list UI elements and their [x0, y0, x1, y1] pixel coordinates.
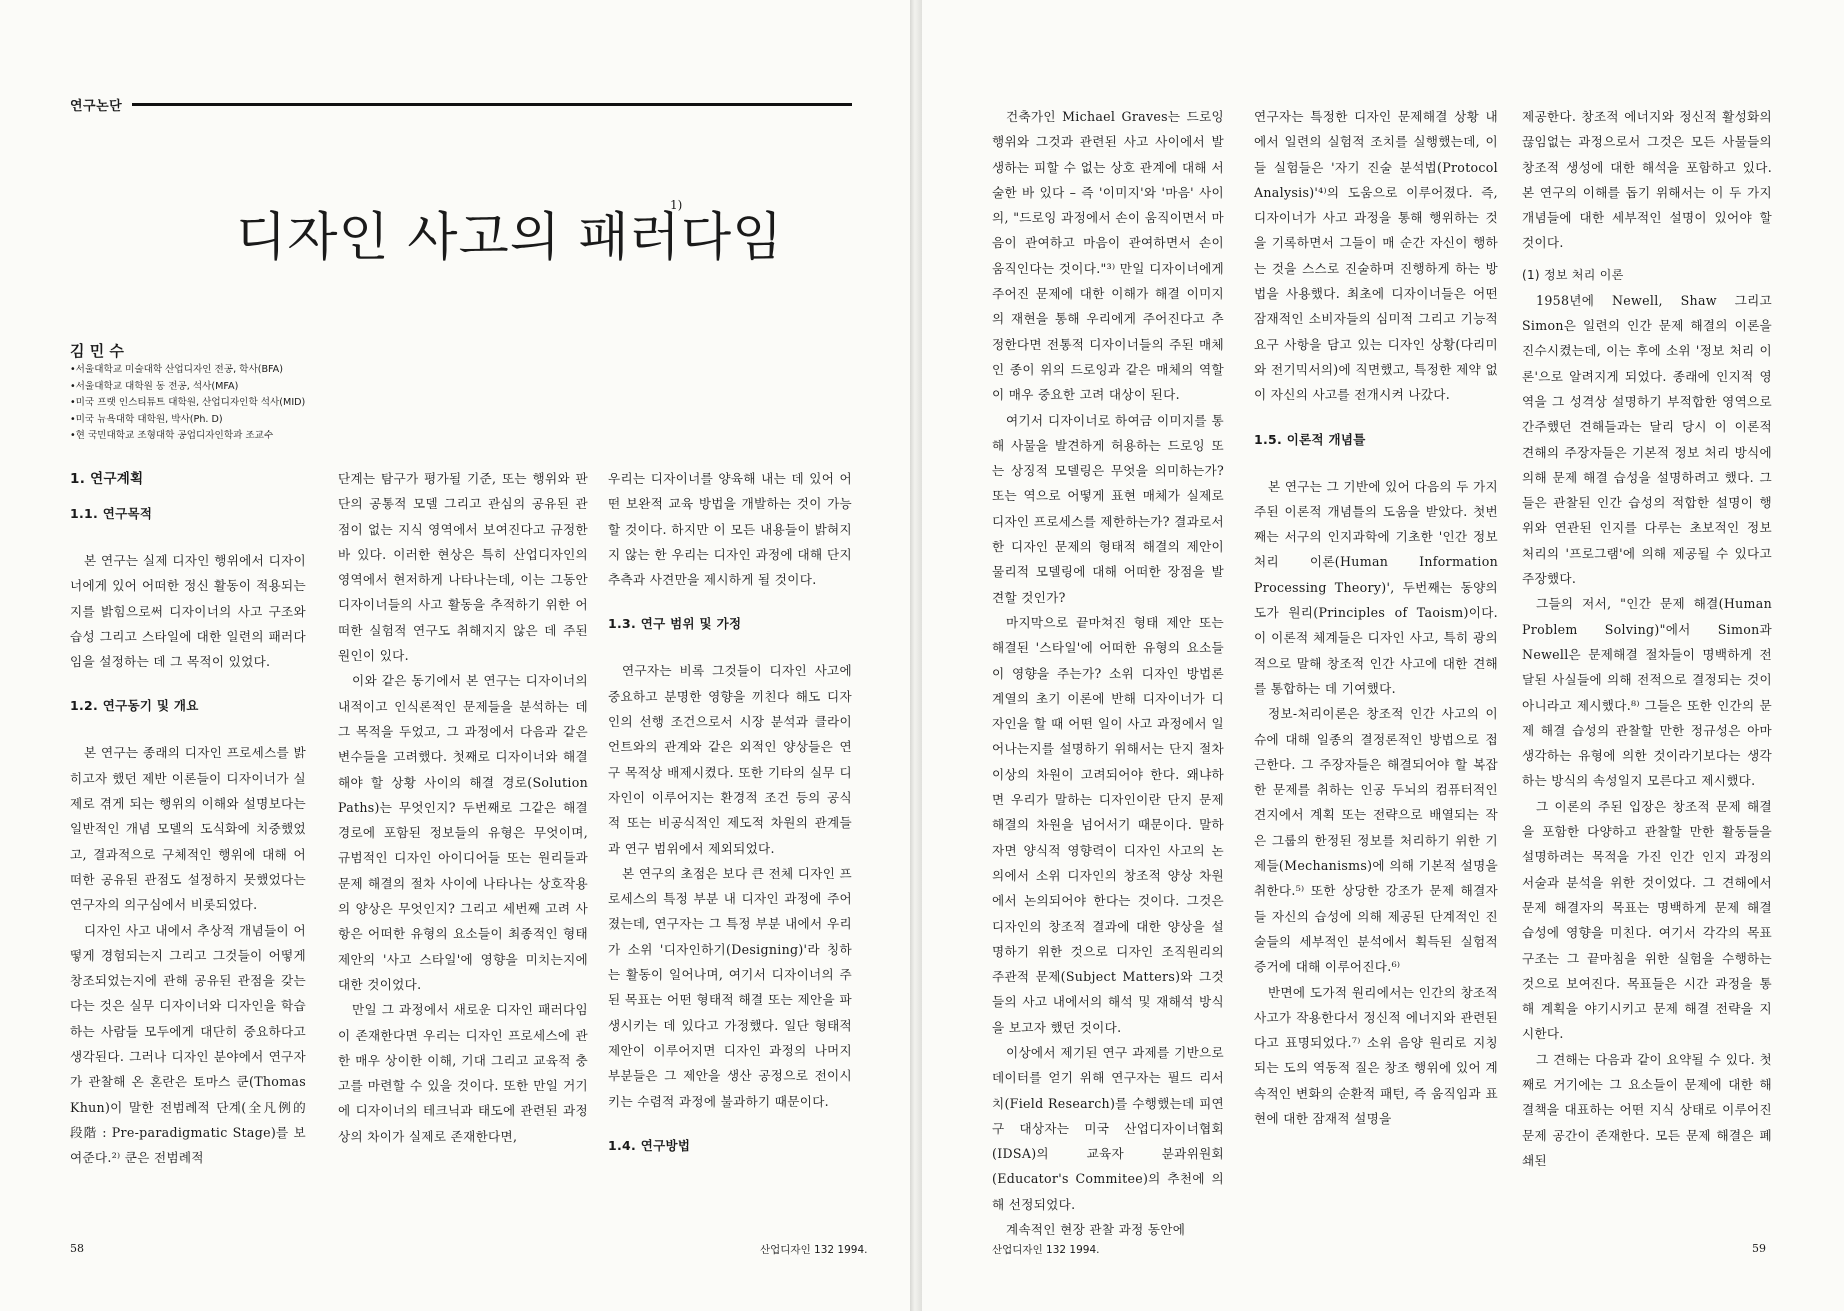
credential-item: •미국 뉴욕대학 대학원, 박사(Ph. D) — [70, 413, 223, 425]
paragraph: 연구자는 특정한 디자인 문제해결 상황 내에서 일련의 실험적 조치를 실행했는데, 이들 실험들은 '자기 진술 분석법(Protocol Analysis)'⁴⁾의 도움으로 이루어졌다. 즉, 디자이너가 사고 과정을 통해 행위하는 것을 기록하면서 그들이 매 순간 자신이 행하는 것을 스스로 진술하며 진행하게 하는 방법을 사용했다. 최초에 디자이너들은 어떤 잠재적인 소비자들의 심미적 그리고 기능적 요구 사항을 담고 있는 디자인 상황(다리미와 전기믹서의)에 직면했고, 특정한 제약 없이 자신의 사고를 전개시켜 나갔다. — [1254, 109, 1498, 403]
paragraph: 이상에서 제기된 연구 과제를 기반으로 데이터를 얻기 위해 연구자는 필드 리서치(Field Research)를 수행했는데 피연구 대상자는 미국 산업디자이너협회(IDSA)의 교육자 분과위원회(Educator's Commitee)의 추천에 의해 선정되었다. — [992, 1044, 1224, 1212]
author-name: 김 민 수 — [70, 342, 124, 360]
page-number: 59 — [1752, 1242, 1766, 1255]
book-gutter — [910, 0, 922, 1311]
text-column-4 — [992, 104, 1224, 1242]
heading-information-processing: (1) 정보 처리 이론 — [1522, 267, 1624, 282]
paragraph: 본 연구는 종래의 디자인 프로세스를 밝히고자 했던 제반 이론들이 디자이너가 실제로 겪게 되는 행위의 이해와 설명보다는 일반적인 개념 모델의 도식화에 치중했었고, 결과적으로 구체적인 행위에 대해 어떠한 공유된 관점도 설정하지 못했었다는 연구자의 의구심에서 비롯되었다. — [70, 745, 306, 913]
section-tag: 연구논단 — [70, 99, 123, 114]
text-column-1 — [70, 468, 306, 1171]
text-column-6 — [1522, 104, 1772, 1173]
heading-research-plan: 1. 연구계획 — [70, 471, 144, 487]
paragraph: 1958년에 Newell, Shaw 그리고 Simon은 일련의 인간 문제 해결의 이론을 진수시켰는데, 이는 후에 소위 '정보 처리 이론'으로 알려지게 되었다. 종래에 인지적 영역을 그 성격상 설명하기 부적합한 영역으로 간주했던 견해들과는 달리 당시 이 이론적 견해의 주장자들은 기본적 정보 처리 방식에 의해 문제 해결 습성을 설명하려고 했다. 그들은 관찰된 인간 습성의 적합한 설명이 행위와 연관된 인지를 다루는 초보적인 정보 처리의 '프로그램'에 의해 제공될 수 있다고 주장했다. — [1522, 292, 1772, 587]
author-credentials — [70, 362, 310, 445]
paragraph: 반면에 도가적 원리에서는 인간의 창조적 사고가 작용한다서 정신적 에너지와 관련된다고 표명되었다.⁷⁾ 소위 음양 원리로 지칭되는 도의 역동적 질은 창조 행위에 있어 계속적인 변화의 순환적 패턴, 즉 움직임과 표현에 대한 잠재적 설명을 — [1254, 984, 1498, 1126]
paragraph: 그 견해는 다음과 같이 요약될 수 있다. 첫째로 거기에는 그 요소들이 문제에 대한 해결책을 대표하는 어떤 지식 상태로 이루어진 문제 공간이 존재한다. 모든 문제 해결은 폐쇄된 — [1522, 1051, 1772, 1168]
paragraph: 그들의 저서, "인간 문제 해결(Human Problem Solving)"에서 Simon과 Newell은 문제해결 절차들이 명백하게 전달된 사실들에 의해 전적으로 결정되는 것이 아니라고 제시했다.⁸⁾ 그들은 또한 인간의 문제 해결 습성의 관찰할 만한 정규성은 아마 생각하는 유형에 의한 것이라기보다는 생각하는 방식의 속성일지 모른다고 제시했다. — [1522, 596, 1772, 789]
paragraph: 그 이론의 주된 입장은 창조적 문제 해결을 포함한 다양하고 관찰할 만한 활동들을 설명하려는 목적을 가진 인간 인지 과정의 서술과 분석을 위한 것이었다. 그 견해에서 문제 해결자의 목표는 명백하게 문제 해결 습성에 영향을 미친다. 여기서 각각의 목표 구조는 그 끝마침을 위한 실험을 수행하는 것으로 보여진다. 목표들은 시간 과정을 통해 계획을 야기시키고 문제 해결 전략을 지시한다. — [1522, 798, 1772, 1042]
left-page — [0, 0, 910, 1311]
journal-footer: 산업디자인 132 1994. — [992, 1244, 1100, 1256]
heading-research-method: 1.4. 연구방법 — [608, 1137, 691, 1153]
text-column-3 — [608, 466, 852, 1180]
credential-item: •현 국민대학교 조형대학 공업디자인학과 조교수 — [70, 430, 274, 441]
paragraph: 만일 그 과정에서 새로운 디자인 패러다임이 존재한다면 우리는 디자인 프로세스에 관한 매우 상이한 이해, 기대 그리고 교육적 충고를 마련할 수 있을 것이다. 또한 만일 거기에 디자이너의 테크닉과 태도에 관련된 과정상의 차이가 실제로 존재한다면, — [338, 1002, 588, 1144]
paragraph: 정보-처리이론은 창조적 인간 사고의 이슈에 대해 일종의 결정론적인 방법으로 접근한다. 그 주장자들은 해결되어야 할 복잡한 문제를 취하는 인공 두뇌의 컴퓨터적인 견지에서 계획 또는 전략으로 배열되는 작은 그룹의 한정된 정보를 처리하기 위한 기제들(Mechanisms)에 의해 기본적 설명을 취한다.⁵⁾ 또한 상당한 강조가 문제 해결자들 자신의 습성에 의해 제공된 단계적인 진술들의 세부적인 분석에서 획득된 실험적 증거에 대해 이루어진다.⁶⁾ — [1254, 706, 1498, 975]
paragraph: 제공한다. 창조적 에너지와 정신적 활성화의 끊임없는 과정으로서 그것은 모든 사물들의 창조적 생성에 대한 해석을 포함하고 있다. 본 연구의 이해를 돕기 위해서는 이 두 가지 개념들에 대한 세부적인 설명이 있어야 할 것이다. — [1522, 109, 1772, 251]
paragraph: 마지막으로 끝마쳐진 형태 제안 또는 해결된 '스타일'에 어떠한 유형의 요소들이 영향을 주는가? 소위 디자인 방법론 계열의 초기 이론에 반해 디자이너가 디자인을 할 때 어떤 일이 사고 과정에서 일어나는지를 설명하기 위해서는 단지 절차 이상의 차원이 고려되어야 한다. 왜냐하면 우리가 말하는 디자인이란 단지 문제 해결의 차원을 넘어서기 때문이다. 말하자면 양식적 영향력이 디자인 사고의 논의에서 소위 디자인의 창조적 양상 차원에서 논의되어야 한다는 것이다. 그것은 디자인의 창조적 결과에 대한 양상을 설명하기 위한 것으로 디자인 조직원리의 주관적 문제(Subject Matters)와 그것들의 사고 내에서의 해석 및 재해석 방식을 보고자 했던 것이다. — [992, 614, 1224, 1035]
paragraph: 여기서 디자이너로 하여금 이미지를 통해 사물을 발견하게 허용하는 드로잉 또는 상징적 모델링은 무엇을 의미하는가? 또는 역으로 어떻게 표현 매체가 실제로 디자인 프로세스를 제한하는가? 결과로서 한 디자인 문제의 형태적 해결의 제안이 물리적 모델링에 대해 어떠한 장점을 발견할 것인가? — [992, 412, 1224, 605]
paragraph: 본 연구는 실제 디자인 행위에서 디자이너에게 있어 어떠한 정신 활동이 적용되는지를 밝힘으로써 디자이너의 사고 구조와 습성 그리고 스타일에 대한 일련의 패러다임을 설정하는 데 그 목적이 있었다. — [70, 553, 306, 670]
title-footnote-marker: 1) — [670, 198, 683, 212]
paragraph: 이와 같은 동기에서 본 연구는 디자이너의 내적이고 인식론적인 문제들을 분석하는 데 그 목적을 두었고, 그 과정에서 다음과 같은 변수들을 고려했다. 첫째로 디자이너와 해결해야 할 상황 사이의 해결 경로(Solution Paths)는 무엇인지? 두번째로 그같은 해결 경로에 포함된 정보들의 유형은 무엇이며, 규범적인 디자인 아이디어들 또는 원리들과 문제 해결의 절차 사이에 나타나는 상호작용의 양상은 무엇인지? 그리고 세번째 고려 사항은 어떠한 유형의 요소들이 최종적인 형태 제안의 '사고 스타일'에 영향을 미치는지에 대한 것이었다. — [338, 673, 588, 992]
paragraph: 건축가인 Michael Graves는 드로잉 행위와 그것과 관련된 사고 사이에서 발생하는 피할 수 없는 상호 관계에 대해 서술한 바 있다 – 즉 '이미지'와 '마음' 사이의, "드로잉 과정에서 손이 움직이면서 마음이 관여하고 마음이 관여하면서 손이 움직인다는 것이다."³⁾ 만일 디자이너에게 주어진 문제에 대한 이해가 해결 이미지의 재현을 통해 우리에게 주어진다고 추정한다면 전통적 디자이너들의 주된 매체인 종이 위의 드로잉과 같은 매체의 역할이 매우 중요한 고려 대상이 된다. — [992, 109, 1224, 403]
paragraph: 디자인 사고 내에서 추상적 개념들이 어떻게 경험되는지 그리고 그것들이 어떻게 창조되었는지에 관해 공유된 관점을 갖는다는 것은 실무 디자이너와 디자인을 학습하는 사람들 모두에게 대단히 중요하다고 생각된다. 그러나 디자인 분야에서 연구자가 관찰해 온 혼란은 토마스 쿤(Thomas Khun)이 말한 전범례적 단계(全凡例的 段階 : Pre-paradigmatic Stage)를 보여준다.²⁾ 쿤은 전범례적 — [70, 922, 306, 1166]
heading-theoretical-framework: 1.5. 이론적 개념틀 — [1254, 431, 1366, 447]
paragraph: 본 연구는 그 기반에 있어 다음의 두 가지 주된 이론적 개념틀의 도움을 받았다. 첫번째는 서구의 인지과학에 기초한 '인간 정보 처리 이론(Human Information Processing Theory)', 두번째는 동양의 도가 원리(Principles of Taoism)이다. 이 이론적 체계들은 디자인 사고, 특히 광의적으로 말해 창조적 인간 사고에 대한 견해를 통합하는 데 기여했다. — [1254, 478, 1498, 696]
page-number: 58 — [70, 1242, 84, 1255]
heading-research-scope: 1.3. 연구 범위 및 가정 — [608, 616, 742, 632]
paragraph: 계속적인 현장 관찰 과정 동안에 — [1006, 1222, 1186, 1238]
paragraph: 연구자는 비록 그것들이 디자인 사고에 중요하고 분명한 영향을 끼친다 해도 디자인의 선행 조건으로서 시장 분석과 클라이언트와의 관계와 같은 외적인 양상들은 연구 목적상 배제시켰다. 또한 기타의 실무 디자인이 이루어지는 환경적 조건 등의 공식적 또는 비공식적인 제도적 차원의 관계들과 연구 범위에서 제외되었다. — [608, 663, 852, 856]
paragraph: 단계는 탐구가 평가될 기준, 또는 행위와 판단의 공통적 모델 그리고 관심의 공유된 관점이 없는 지식 영역에서 보여진다고 규정한 바 있다. 이러한 현상은 특히 산업디자인의 영역에서 현저하게 나타나는데, 이는 그동안 디자이너들의 사고 활동을 추적하기 위한 어떠한 실험적 연구도 취해지지 않은 데 주된 원인이 있다. — [338, 471, 588, 664]
journal-footer: 산업디자인 132 1994. — [760, 1244, 868, 1256]
text-column-5 — [1254, 104, 1498, 1131]
credential-item: •서울대학교 미술대학 산업디자인 전공, 학사(BFA) — [70, 364, 283, 375]
section-rule — [132, 103, 852, 106]
credential-item: •서울대학교 대학원 동 전공, 석사(MFA) — [70, 380, 239, 392]
heading-research-purpose: 1.1. 연구목적 — [70, 506, 153, 521]
paragraph: 본 연구의 초점은 보다 큰 전체 디자인 프로세스의 특정 부분 내 디자인 과정에 주어졌는데, 연구자는 그 특정 부분 내에서 우리가 소위 '디자인하기(Designing)'라 칭하는 활동이 일어나며, 여기서 디자이너의 주된 목표는 어떤 형태적 해결 또는 제안을 파생시키는 데 있다고 가정했다. 일단 형태적 제안이 이루어지면 디자인 과정의 나머지 부분들은 그 제안을 생산 공정으로 전이시키는 수렴적 과정에 불과하기 때문이다. — [608, 865, 852, 1109]
credential-item: •미국 프랫 인스티튜트 대학원, 산업디자인학 석사(MID) — [70, 397, 306, 408]
paragraph: 우리는 디자이너를 양육해 내는 데 있어 어떤 보완적 교육 방법을 개발하는 것이 가능할 것이다. 하지만 이 모든 내용들이 밝혀지지 않는 한 우리는 디자인 과정에 대해 단지 추측과 사견만을 제시하게 될 것이다. — [608, 471, 852, 588]
heading-research-motive: 1.2. 연구동기 및 개요 — [70, 698, 199, 714]
text-column-2 — [338, 466, 588, 1149]
article-title: 디자인 사고의 패러다임 — [236, 208, 784, 268]
right-page — [922, 0, 1844, 1311]
